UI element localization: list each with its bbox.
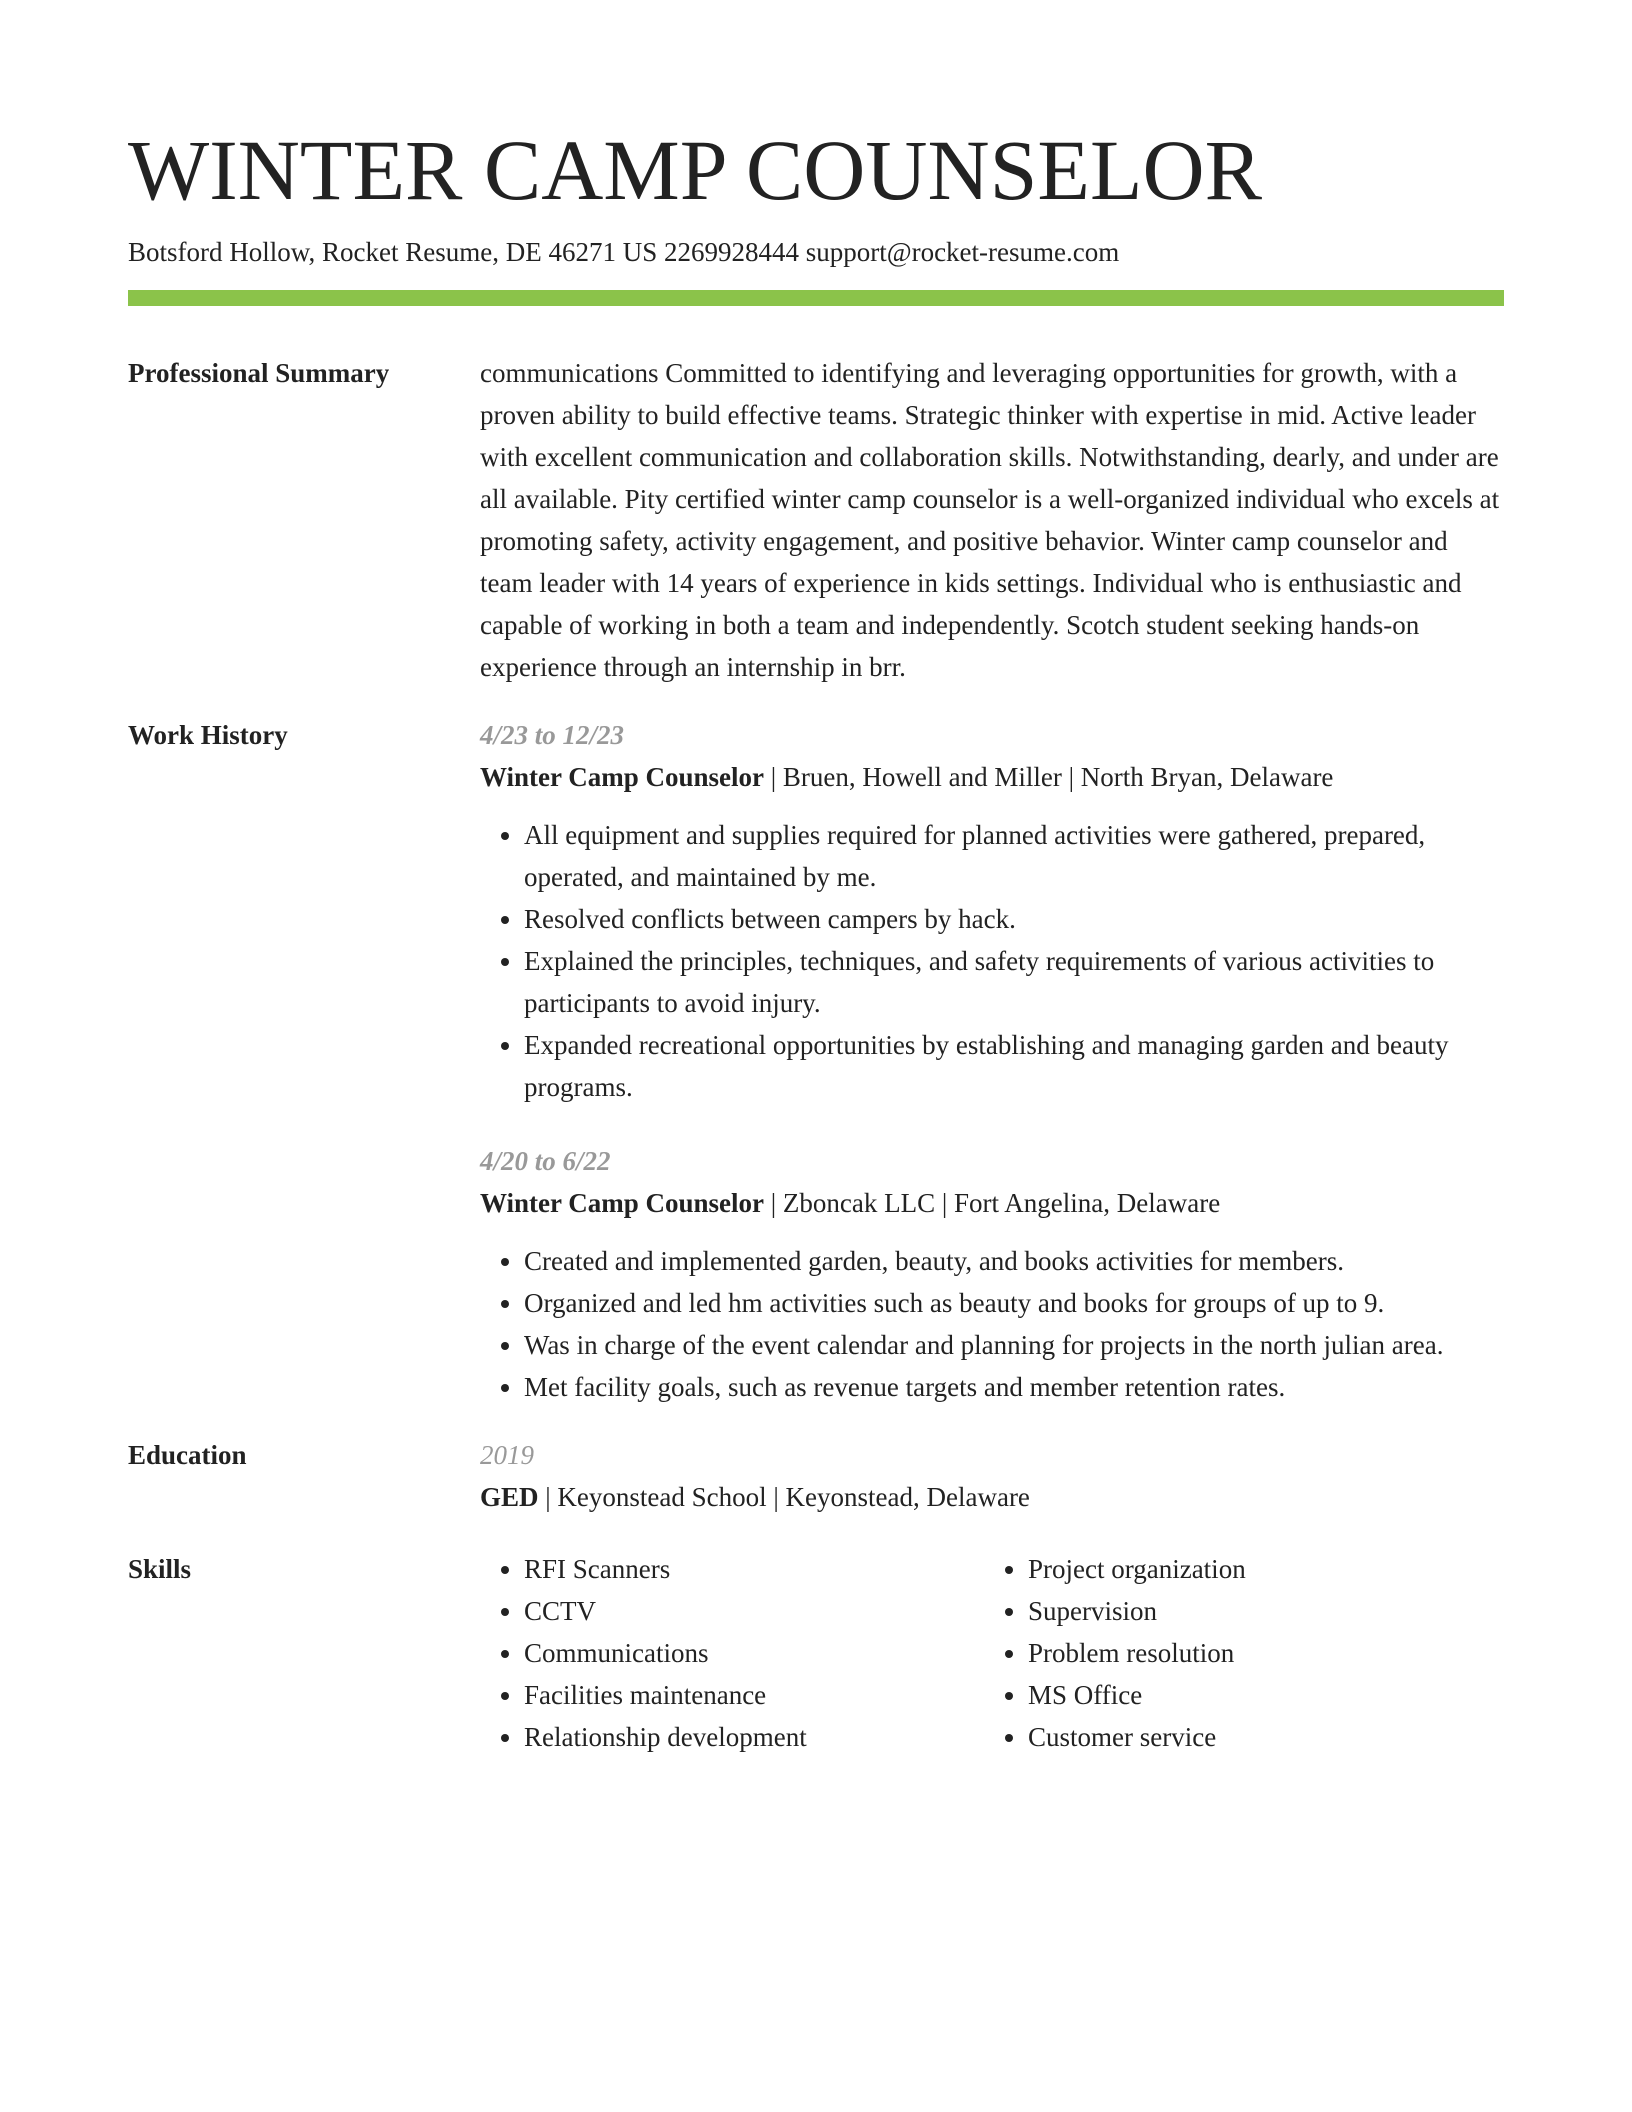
- list-item: • MS Office: [1028, 1674, 1488, 1716]
- education-body: [480, 1434, 1504, 1518]
- education-section: [128, 1434, 1504, 1518]
- contact-line: Botsford Hollow, Rocket Resume, DE 46271 US 2269928444 support@rocket-resume.com: [128, 237, 1120, 267]
- skills-body: [480, 1548, 1504, 1758]
- job-details: | Bruen, Howell and Miller | North Bryan, Delaware: [764, 762, 1334, 792]
- skills-list-left: [480, 1548, 984, 1758]
- job-bullets: [480, 1240, 1504, 1408]
- list-item: • Organized and led hm activities such as beauty and books for groups of up to 9.: [524, 1282, 1504, 1324]
- list-item: • Created and implemented garden, beauty, and books activities for members.: [524, 1240, 1504, 1282]
- job-heading: [480, 1182, 1504, 1224]
- work-history-body: [480, 714, 1504, 1408]
- accent-divider: [128, 290, 1504, 306]
- education-heading: [480, 1476, 1504, 1518]
- list-item: • Expanded recreational opportunities by establishing and managing garden and beauty programs.: [524, 1024, 1504, 1108]
- list-item: • Customer service: [1028, 1716, 1488, 1758]
- education-degree: GED: [480, 1482, 539, 1512]
- job-title: Winter Camp Counselor: [480, 762, 765, 792]
- list-item: • Facilities maintenance: [524, 1674, 984, 1716]
- skills-list-right: [984, 1548, 1488, 1758]
- education-year: 2019: [480, 1440, 534, 1470]
- list-item: • Was in charge of the event calendar and planning for projects in the north julian area.: [524, 1324, 1504, 1366]
- section-label-work-history: Work History: [128, 720, 288, 750]
- list-item: • Explained the principles, techniques, and safety requirements of various activities to participants to avoid injury.: [524, 940, 1504, 1024]
- section-label-education: Education: [128, 1440, 247, 1470]
- education-details: | Keyonstead School | Keyonstead, Delaware: [538, 1482, 1030, 1512]
- skills-section: [128, 1548, 1504, 1758]
- job-dates: 4/23 to 12/23: [480, 720, 625, 750]
- resume-page: [128, 118, 1504, 1758]
- section-label-summary: Professional Summary: [128, 358, 390, 388]
- list-item: • Relationship development: [524, 1716, 984, 1758]
- list-item: • RFI Scanners: [524, 1548, 984, 1590]
- work-history-section: [128, 714, 1504, 1408]
- summary-body: [480, 352, 1504, 688]
- list-item: • Supervision: [1028, 1590, 1488, 1632]
- job-bullets: [480, 814, 1504, 1108]
- section-label-skills: Skills: [128, 1554, 192, 1584]
- list-item: • Met facility goals, such as revenue targets and member retention rates.: [524, 1366, 1504, 1408]
- job-heading: [480, 756, 1504, 798]
- list-item: • CCTV: [524, 1590, 984, 1632]
- job-dates: 4/20 to 6/22: [480, 1146, 611, 1176]
- list-item: • All equipment and supplies required for planned activities were gathered, prepared, operated, and maintained by me.: [524, 814, 1504, 898]
- list-item: • Resolved conflicts between campers by hack.: [524, 898, 1504, 940]
- summary-section: [128, 352, 1504, 688]
- summary-text: communications Committed to identifying and leveraging opportunities for growth, with a proven ability to build effective teams. Strategic thinker with expertise in mid. Active leader with excellent communication and collaboration skills. Notwithstanding, dearly, and under are all available. Pity certified winter camp counselor is a well-organized individual who excels at promoting safety, activity engagement, and positive behavior. Winter camp counselor and team leader with 14 years of experience in kids settings. Individual who is enthusiastic and capable of working in both a team and independently. Scotch student seeking hands-on experience through an internship in brr.: [480, 358, 1500, 682]
- list-item: • Communications: [524, 1632, 984, 1674]
- resume-name: WINTER CAMP COUNSELOR: [128, 122, 1262, 218]
- job-details: | Zboncak LLC | Fort Angelina, Delaware: [764, 1188, 1221, 1218]
- job-entry: [480, 1140, 1504, 1408]
- list-item: • Problem resolution: [1028, 1632, 1488, 1674]
- job-entry: [480, 714, 1504, 1108]
- skills-columns: [480, 1548, 1504, 1758]
- job-title: Winter Camp Counselor: [480, 1188, 765, 1218]
- list-item: • Project organization: [1028, 1548, 1488, 1590]
